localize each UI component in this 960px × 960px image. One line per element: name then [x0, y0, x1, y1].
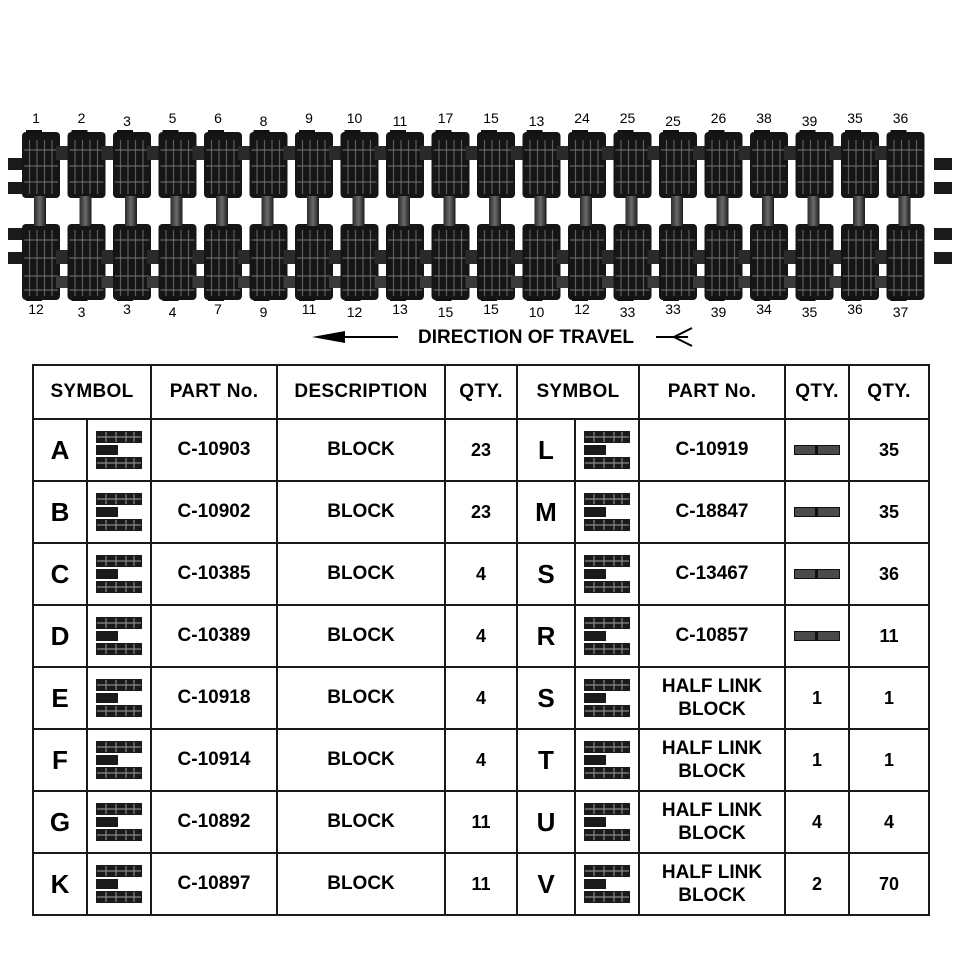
symbol-icon-left — [87, 419, 151, 481]
pin-bar-icon — [794, 569, 840, 579]
description: BLOCK — [277, 605, 445, 667]
block-symbol-icon — [582, 429, 632, 471]
chain-link — [22, 130, 72, 301]
symbol-icon-right — [575, 667, 639, 729]
pin-stub — [934, 158, 952, 170]
block-symbol-icon — [94, 863, 144, 905]
bottom-link-number: 10 — [528, 304, 545, 320]
bottom-link-number: 33 — [665, 301, 681, 317]
block-symbol-icon — [582, 491, 632, 533]
qty-right-1: 1 — [785, 667, 849, 729]
symbol-left: G — [33, 791, 87, 853]
pin-stub — [934, 182, 952, 194]
qty-right-1 — [785, 419, 849, 481]
bottom-link-number: 36 — [847, 301, 863, 317]
qty-left: 4 — [445, 605, 517, 667]
block-symbol-icon — [94, 615, 144, 657]
symbol-icon-left — [87, 729, 151, 791]
block-symbol-icon — [94, 491, 144, 533]
symbol-left: F — [33, 729, 87, 791]
bottom-link-number: 3 — [77, 304, 86, 320]
bottom-link-number: 39 — [710, 304, 727, 320]
part-no-left: C-10903 — [151, 419, 277, 481]
table-row — [33, 853, 929, 915]
direction-arrow — [312, 327, 692, 348]
header-part-no: PART No. — [151, 365, 277, 419]
qty-right-1: 1 — [785, 729, 849, 791]
description: BLOCK — [277, 419, 445, 481]
part-no-left: C-10914 — [151, 729, 277, 791]
direction-label: DIRECTION OF TRAVEL — [417, 327, 635, 348]
table-header-row — [33, 365, 929, 419]
qty-right-1 — [785, 605, 849, 667]
bottom-link-number: 34 — [756, 301, 772, 317]
symbol-icon-right — [575, 605, 639, 667]
top-link-number: 26 — [710, 110, 727, 126]
part-no-line2: BLOCK — [678, 885, 746, 906]
table-body — [33, 419, 929, 915]
table-row — [33, 543, 929, 605]
bottom-link-number: 11 — [301, 301, 317, 317]
symbol-icon-right — [575, 791, 639, 853]
bottom-link-number: 33 — [619, 304, 636, 320]
symbol-right: U — [517, 791, 575, 853]
bottom-link-number: 13 — [392, 301, 408, 317]
symbol-left: B — [33, 481, 87, 543]
qty-left: 11 — [445, 791, 517, 853]
top-link-number: 25 — [619, 110, 636, 126]
chain-link — [250, 130, 300, 301]
pin-stub — [934, 252, 952, 264]
table-row — [33, 419, 929, 481]
top-link-number: 13 — [528, 113, 545, 129]
chain-link — [432, 130, 482, 301]
symbol-right: S — [517, 667, 575, 729]
qty-left: 4 — [445, 667, 517, 729]
top-link-number: 2 — [77, 110, 86, 126]
bottom-link-numbers — [28, 301, 908, 320]
bottom-link-number: 35 — [801, 304, 818, 320]
qty-right-2: 70 — [849, 853, 929, 915]
part-no-line2: BLOCK — [678, 761, 746, 782]
description: BLOCK — [277, 543, 445, 605]
part-no-left: C-10918 — [151, 667, 277, 729]
part-no-line1: HALF LINK — [661, 738, 763, 759]
symbol-icon-left — [87, 543, 151, 605]
chain-link — [841, 130, 891, 301]
part-no-line2: BLOCK — [678, 699, 746, 720]
part-no-left: C-10892 — [151, 791, 277, 853]
symbol-right: T — [517, 729, 575, 791]
chain-link — [113, 130, 163, 301]
top-link-number: 11 — [392, 113, 408, 129]
description: BLOCK — [277, 667, 445, 729]
part-no-line1: HALF LINK — [661, 862, 763, 883]
block-symbol-icon — [582, 553, 632, 595]
symbol-icon-right — [575, 419, 639, 481]
part-no-right: C-18847 — [639, 481, 785, 543]
part-no-left: C-10897 — [151, 853, 277, 915]
symbol-icon-left — [87, 667, 151, 729]
bottom-link-number: 3 — [123, 301, 131, 317]
qty-right-1: 2 — [785, 853, 849, 915]
symbol-icon-left — [87, 791, 151, 853]
chain-link — [614, 130, 664, 301]
symbol-icon-right — [575, 481, 639, 543]
chain-link — [204, 130, 254, 301]
bottom-link-number: 15 — [483, 301, 499, 317]
bottom-link-number: 37 — [892, 304, 909, 320]
header-symbol: SYMBOL — [33, 365, 151, 419]
header-qty: QTY. — [445, 365, 517, 419]
top-link-number: 5 — [168, 110, 177, 126]
parts-table — [32, 364, 930, 916]
chain-link — [295, 130, 345, 301]
chain-link — [887, 130, 925, 301]
qty-left: 23 — [445, 419, 517, 481]
symbol-icon-left — [87, 605, 151, 667]
symbol-icon-right — [575, 853, 639, 915]
part-no-left: C-10389 — [151, 605, 277, 667]
chain-link — [477, 130, 527, 301]
qty-left: 4 — [445, 729, 517, 791]
description: BLOCK — [277, 481, 445, 543]
header-part-no-right: PART No. — [639, 365, 785, 419]
qty-right-2: 36 — [849, 543, 929, 605]
symbol-icon-right — [575, 543, 639, 605]
symbol-right: R — [517, 605, 575, 667]
part-no-line1: HALF LINK — [661, 676, 763, 697]
part-no-right — [639, 853, 785, 915]
qty-right-1 — [785, 481, 849, 543]
top-link-number: 15 — [483, 110, 499, 126]
top-link-number: 3 — [123, 113, 131, 129]
symbol-right: L — [517, 419, 575, 481]
chain-links — [8, 130, 952, 301]
pin-bar-icon — [794, 507, 840, 517]
symbol-left: A — [33, 419, 87, 481]
bottom-link-number: 15 — [437, 304, 454, 320]
table-row — [33, 729, 929, 791]
chain-link — [659, 130, 709, 301]
symbol-left: E — [33, 667, 87, 729]
part-no-left: C-10385 — [151, 543, 277, 605]
header-symbol-right: SYMBOL — [517, 365, 639, 419]
top-link-number: 35 — [847, 110, 863, 126]
qty-left: 23 — [445, 481, 517, 543]
bottom-link-number: 12 — [574, 301, 590, 317]
qty-right-2: 1 — [849, 729, 929, 791]
symbol-icon-left — [87, 853, 151, 915]
symbol-icon-left — [87, 481, 151, 543]
block-symbol-icon — [582, 801, 632, 843]
top-link-number: 10 — [346, 110, 363, 126]
bottom-link-number: 7 — [214, 301, 222, 317]
pin-bar-icon — [794, 631, 840, 641]
bottom-link-number: 12 — [28, 301, 44, 317]
top-link-number: 25 — [665, 113, 681, 129]
bottom-link-number: 4 — [168, 304, 177, 320]
pin-bar-icon — [794, 445, 840, 455]
chain-link — [386, 130, 436, 301]
block-symbol-icon — [94, 739, 144, 781]
qty-right-2: 35 — [849, 481, 929, 543]
pin-stub — [934, 228, 952, 240]
qty-right-2: 1 — [849, 667, 929, 729]
part-no-right: C-10919 — [639, 419, 785, 481]
part-no-right — [639, 791, 785, 853]
header-description: DESCRIPTION — [277, 365, 445, 419]
chain-diagram — [0, 100, 960, 360]
chain-link — [796, 130, 846, 301]
table-row — [33, 605, 929, 667]
part-no-line2: BLOCK — [678, 823, 746, 844]
qty-right-2: 11 — [849, 605, 929, 667]
top-link-number: 24 — [574, 110, 590, 126]
qty-left: 11 — [445, 853, 517, 915]
chain-link — [568, 130, 618, 301]
qty-right-2: 35 — [849, 419, 929, 481]
block-symbol-icon — [94, 429, 144, 471]
part-no-right — [639, 667, 785, 729]
part-no-right: C-13467 — [639, 543, 785, 605]
table-row — [33, 791, 929, 853]
top-link-number: 36 — [892, 110, 909, 126]
top-link-number: 8 — [259, 113, 268, 129]
table-row — [33, 481, 929, 543]
chain-link — [68, 130, 118, 301]
top-link-number: 1 — [32, 110, 40, 126]
top-link-number: 39 — [801, 113, 818, 129]
chain-link — [159, 130, 209, 301]
symbol-left: C — [33, 543, 87, 605]
part-no-right — [639, 729, 785, 791]
symbol-right: V — [517, 853, 575, 915]
part-no-right: C-10857 — [639, 605, 785, 667]
description: BLOCK — [277, 791, 445, 853]
symbol-icon-right — [575, 729, 639, 791]
block-symbol-icon — [94, 553, 144, 595]
qty-left: 4 — [445, 543, 517, 605]
top-link-numbers — [32, 110, 908, 129]
block-symbol-icon — [582, 615, 632, 657]
description: BLOCK — [277, 729, 445, 791]
chain-link — [705, 130, 755, 301]
header-qty-right-2: QTY. — [849, 365, 929, 419]
header-qty-right-1: QTY. — [785, 365, 849, 419]
block-symbol-icon — [582, 677, 632, 719]
chain-link — [523, 130, 573, 301]
top-link-number: 6 — [214, 110, 222, 126]
symbol-right: M — [517, 481, 575, 543]
bottom-link-number: 9 — [259, 304, 268, 320]
top-link-number: 17 — [437, 110, 454, 126]
symbol-right: S — [517, 543, 575, 605]
part-no-line1: HALF LINK — [661, 800, 763, 821]
symbol-left: D — [33, 605, 87, 667]
table-row — [33, 667, 929, 729]
block-symbol-icon — [94, 677, 144, 719]
chain-link — [341, 130, 391, 301]
top-link-number: 38 — [756, 110, 772, 126]
description: BLOCK — [277, 853, 445, 915]
block-symbol-icon — [582, 863, 632, 905]
block-symbol-icon — [94, 801, 144, 843]
bottom-link-number: 12 — [346, 304, 363, 320]
qty-right-2: 4 — [849, 791, 929, 853]
block-symbol-icon — [582, 739, 632, 781]
arrow-head-icon — [312, 331, 345, 343]
part-no-left: C-10902 — [151, 481, 277, 543]
qty-right-1: 4 — [785, 791, 849, 853]
symbol-left: K — [33, 853, 87, 915]
top-link-number: 9 — [305, 110, 313, 126]
qty-right-1 — [785, 543, 849, 605]
chain-link — [750, 130, 800, 301]
